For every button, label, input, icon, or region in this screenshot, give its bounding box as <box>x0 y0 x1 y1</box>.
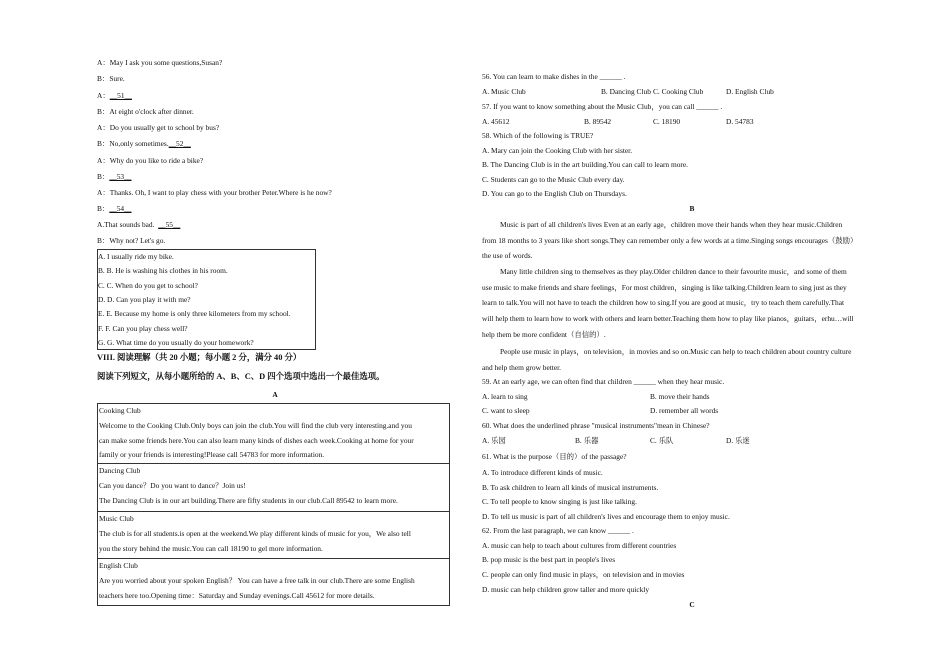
q58-option[interactable]: A. Mary can join the Cooking Club with her sister. <box>482 146 633 155</box>
club-text: The Dancing Club is in our art building.There are fifty students in our club.Call 89542 to learn more. <box>99 496 398 505</box>
q58-option[interactable]: B. The Dancing Club is in the art building.You can call to learn more. <box>482 160 689 169</box>
option-item[interactable]: E. E. Because my home is only three kilometers from my school. <box>98 309 291 318</box>
passage-b-line: help them be more confident（自信的）. <box>482 330 606 339</box>
dialogue-line: A.That sounds bad. __55__ <box>97 220 181 229</box>
q59-option[interactable]: A. learn to sing <box>482 392 528 401</box>
passage-b-line: Music is part of all children's lives Even at an early age，children move their hands when they hear music.Children <box>500 220 843 229</box>
q56-option[interactable]: D. English Club <box>726 87 774 96</box>
options-box <box>97 249 316 350</box>
q57-option[interactable]: D. 54783 <box>726 117 754 126</box>
q56-option[interactable]: A. Music Club <box>482 87 526 96</box>
q57-option[interactable]: C. 18190 <box>653 117 681 126</box>
passage-c-label: C <box>689 600 695 609</box>
q57-option[interactable]: B. 89542 <box>584 117 612 126</box>
club-name: Cooking Club <box>99 406 141 415</box>
club-text: Welcome to the Cooking Club.Only boys can join the club.You will find the club very interesting.and you <box>99 421 412 430</box>
passage-b-line: from 18 months to 3 years like short songs.They can remember only a few words at a time.Singing songs encourages（鼓励） <box>482 236 858 245</box>
club-name: Dancing Club <box>99 466 141 475</box>
dialogue-line: B：__53__ <box>97 172 132 181</box>
q62-option[interactable]: B. pop music is the best part in people's lives <box>482 555 616 564</box>
q56-option[interactable]: C. Cooking Club <box>653 87 704 96</box>
q62-option[interactable]: D. music can help children grow taller and more quickly <box>482 585 650 594</box>
dialogue-line: A：__51__ <box>97 91 132 100</box>
club-text: family or your friends is interesting!Please call 54783 for more information. <box>99 450 325 459</box>
option-item[interactable]: D. D. Can you play it with me? <box>98 295 191 304</box>
option-item[interactable]: B. B. He is washing his clothes in his room. <box>98 266 228 275</box>
q61-option[interactable]: D. To tell us music is part of all children's lives and encourage them to enjoy music. <box>482 512 730 521</box>
q59-option[interactable]: C. want to sleep <box>482 406 530 415</box>
dialogue-line: A：Do you usually get to school by bus? <box>97 123 220 132</box>
club-text: Can you dance？Do you want to dance？Join us! <box>99 481 246 490</box>
club-cell-cooking <box>98 404 449 463</box>
passage-b-line: the use of words. <box>482 251 533 260</box>
section-instruction: 阅读下列短文，从每小题所给的 A、B、C、D 四个选项中选出一个最佳选项。 <box>97 372 385 381</box>
club-text: teachers here too.Opening time：Saturday and Sunday evenings.Call 45612 for more details. <box>99 591 375 600</box>
club-name: Music Club <box>99 514 134 523</box>
passage-b-label: B <box>689 204 695 213</box>
blank-53[interactable]: __53__ <box>109 172 132 181</box>
club-name: English Club <box>99 561 138 570</box>
club-cell-dancing <box>98 463 449 512</box>
section-title: VIII. 阅读理解（共 20 小题；每小题 2 分，满分 40 分） <box>97 353 302 362</box>
blank-52[interactable]: __52__ <box>168 139 191 148</box>
club-text: Are you worried about your spoken English？ You can have a free talk in our club.There are some English <box>99 576 415 585</box>
q58-option[interactable]: C. Students can go to the Music Club every day. <box>482 175 625 184</box>
q60-option[interactable]: B. 乐器 <box>575 436 599 445</box>
question-58: 58. Which of the following is TRUE? <box>482 131 594 140</box>
question-62: 62. From the last paragraph, we can know ______ . <box>482 526 634 535</box>
dialogue-line: A：Why do you like to ride a bike? <box>97 156 204 165</box>
q60-option[interactable]: D. 乐迷 <box>726 436 750 445</box>
club-cell-english <box>98 558 449 606</box>
q61-option[interactable]: B. To ask children to learn all kinds of musical instruments. <box>482 483 659 492</box>
option-item[interactable]: A. I usually ride my bike. <box>98 252 174 261</box>
q61-option[interactable]: A. To introduce different kinds of music. <box>482 468 603 477</box>
blank-54[interactable]: __54__ <box>109 204 132 213</box>
option-item[interactable]: C. C. When do you get to school? <box>98 281 198 290</box>
dialogue-line: B：No,only sometimes.__52__ <box>97 139 191 148</box>
club-text: The club is for all students.is open at the weekend.We play different kinds of music for you，We also tell <box>99 529 411 538</box>
q58-option[interactable]: D. You can go to the English Club on Thursdays. <box>482 189 627 198</box>
q60-option[interactable]: C. 乐队 <box>650 436 674 445</box>
club-cell-music <box>98 511 449 559</box>
option-item[interactable]: G. G. What time do you usually do your homework? <box>98 338 254 347</box>
q62-option[interactable]: A. music can help to teach about cultures from different countries <box>482 541 677 550</box>
passage-b-line: People use music in plays，on television，in movies and so on.Music can help to teach children about country culture <box>500 347 852 356</box>
q56-option[interactable]: B. Dancing Club <box>601 87 651 96</box>
club-text: you the story behind the music.You can call 18190 to gel more information. <box>99 544 323 553</box>
blank-51[interactable]: __51__ <box>109 91 132 100</box>
question-57: 57. If you want to know something about the Music Club，you can call ______ . <box>482 102 723 111</box>
club-text: can make some friends here.You can also learn many kinds of dishes each week.Cooking at home for your <box>99 436 414 445</box>
q60-option[interactable]: A. 乐园 <box>482 436 506 445</box>
q62-option[interactable]: C. people can only find music in plays，on television and in movies <box>482 570 685 579</box>
q57-option[interactable]: A. 45612 <box>482 117 510 126</box>
q61-option[interactable]: C. To tell people to know singing is just like talking. <box>482 497 637 506</box>
passage-a-label: A <box>272 390 278 399</box>
passage-b-line: learn to talk.You will not have to teach the children how to sing.If you are good at music，try to teach them carefully.That <box>482 298 845 307</box>
q59-option[interactable]: D. remember all words <box>650 406 719 415</box>
passage-b-line: use music to make friends and share feelings，For most children，singing is like talking.Children learn to sing just as they <box>482 283 847 292</box>
question-59: 59. At an early age, we can often find that children ______ when they hear music. <box>482 377 725 386</box>
club-table <box>97 403 450 606</box>
passage-b-line: Many little children sing to themselves as they play.Older children dance to their favourite music，and some of them <box>500 267 847 276</box>
question-60: 60. What does the underlined phrase "musical instruments"mean in Chinese? <box>482 421 710 430</box>
passage-b-line: and help them grow better. <box>482 363 562 372</box>
blank-55[interactable]: __55__ <box>158 220 181 229</box>
dialogue-line: B：Why not? Let's go. <box>97 236 166 245</box>
option-item[interactable]: F. F. Can you play chess well? <box>98 324 188 333</box>
passage-b-line: will help them to learn how to work with others and learn better.Teaching them how to play like pianos，guitars，erhu…will <box>482 314 854 323</box>
dialogue-line: A：May I ask you some questions,Susan? <box>97 58 223 67</box>
dialogue-line: A：Thanks. Oh, I want to play chess with your brother Peter.Where is he now? <box>97 188 332 197</box>
q59-option[interactable]: B. move their hands <box>650 392 710 401</box>
dialogue-line: B：__54__ <box>97 204 132 213</box>
dialogue-line: B：Sure. <box>97 74 125 83</box>
question-56: 56. You can learn to make dishes in the ______ . <box>482 72 626 81</box>
question-61: 61. What is the purpose（目的）of the passage? <box>482 452 627 461</box>
dialogue-line: B：At eight o'clock after dinner. <box>97 107 194 116</box>
